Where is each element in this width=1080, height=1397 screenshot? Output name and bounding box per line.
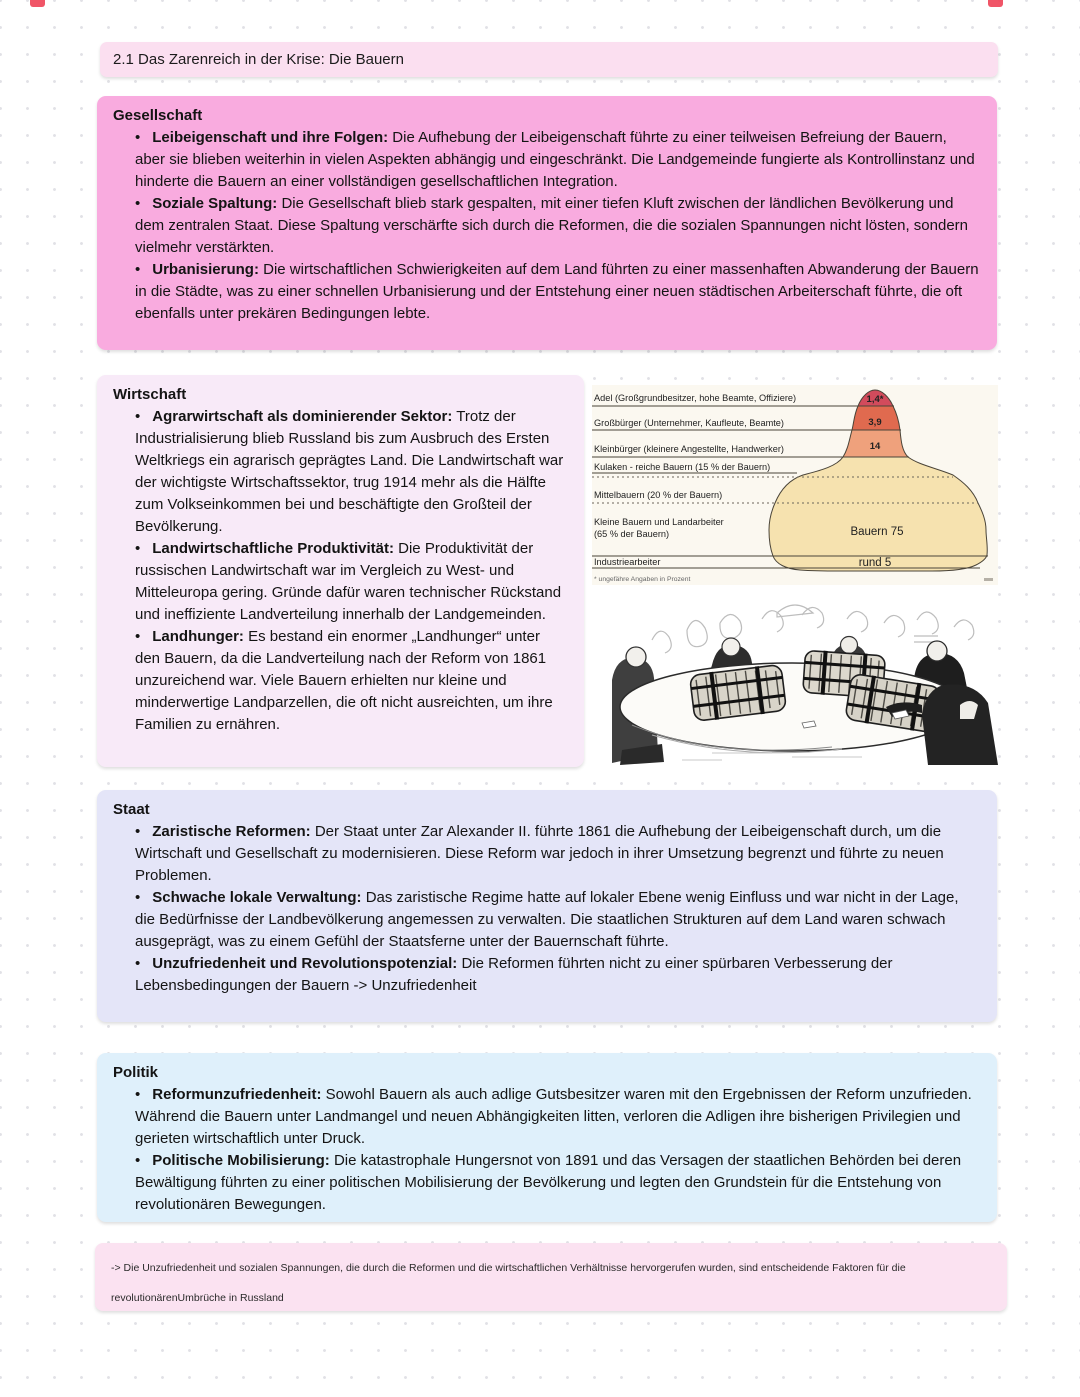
bullet-glyph: •	[135, 889, 141, 906]
bullet-label: Reformunzufriedenheit:	[152, 1086, 322, 1103]
section-staat[interactable]	[97, 790, 997, 1022]
section-wirtschaft[interactable]	[97, 375, 584, 767]
chart-row-label: Industriearbeiter	[594, 557, 661, 567]
bullet-text: Es bestand ein enormer „Landhunger“ unter den Bauern, da die Landverteilung nach der Reform von 1861 unzureichend war. Viele Bauern erhielten nur kleine und minderwertige Landparzellen, die oft nicht ausreichten, um ihre Familien zu ernähren.	[135, 628, 553, 733]
chart-footnote: * ungefähre Angaben in Prozent	[594, 576, 691, 583]
bullet-glyph: •	[135, 195, 141, 212]
chart-value: 3,9	[868, 417, 882, 428]
bullet-glyph: •	[135, 408, 141, 425]
bullet-text: Sowohl Bauern als auch adlige Gutsbesitzer waren mit den Ergebnissen der Reform unzufrieden. Während die Bauern unter Landmangel und neuen Abhängigkeiten litten, verloren die Adligen ihre bisherigen Privilegien und gerieten wirtschaftlich unter Druck.	[135, 1086, 972, 1147]
bullet-label: Landwirtschaftliche Produktivität:	[152, 540, 394, 557]
onion-segments	[752, 385, 998, 585]
bullet-item	[135, 259, 981, 325]
chart-row-label: Mittelbauern (20 % der Bauern)	[594, 490, 723, 500]
section-politik[interactable]	[97, 1053, 997, 1222]
page-mark-left	[30, 0, 45, 7]
bullet-label: Politische Mobilisierung:	[152, 1152, 330, 1169]
bullet-label: Schwache lokale Verwaltung:	[152, 889, 362, 906]
bullet-item	[135, 953, 981, 997]
bullet-list	[135, 1084, 981, 1216]
chart-row-label: (65 % der Bauern)	[594, 529, 670, 539]
section-heading: Staat	[113, 801, 150, 818]
bullet-item	[135, 1150, 981, 1216]
bullet-text: Das zaristische Regime hatte auf lokaler Ebene wenig Einfluss und war nicht in der Lage, die Bedürfnisse der Landbevölkerung angemessen zu verwalten. Die staatlichen Strukturen auf dem Land waren schwach ausgeprägt, was zu einem Gefühl der Staatsferne unter der Bauernschaft führte.	[135, 889, 959, 950]
bullet-item	[135, 538, 568, 626]
chart-row-label: Großbürger (Unternehmer, Kaufleute, Beamte)	[594, 418, 784, 428]
bullet-item	[135, 127, 981, 193]
engraving-sketch	[592, 585, 998, 765]
bullet-text: Die katastrophale Hungersnot von 1891 und das Versagen der staatlichen Behörden bei deren Bewältigung führten zu einer politischen Mobilisierung der Bevölkerung und legten den Grundstein für die Entstehung von revolutionären Bewegungen.	[135, 1152, 962, 1213]
chart-row-label: Adel (Großgrundbesitzer, hohe Beamte, Offiziere)	[594, 393, 797, 403]
bullet-text: Der Staat unter Zar Alexander II. führte 1861 die Aufhebung der Leibeigenschaft durch, um die Wirtschaft und Gesellschaft zu modernisieren. Diese Reform war jedoch in ihrer Umsetzung begrenzt und führte zu neuen Problemen.	[135, 823, 944, 884]
chart-value: Bauern 75	[850, 526, 904, 538]
chart-value: 1,4*	[866, 394, 884, 405]
bullet-glyph: •	[135, 955, 141, 972]
bullet-glyph: •	[135, 261, 141, 278]
bullet-glyph: •	[135, 823, 141, 840]
chart-row-label: Kleine Bauern und Landarbeiter	[594, 517, 724, 527]
conclusion-text: -> Die Unzufriedenheit und sozialen Spannungen, die durch die Reformen und die wirtschaftlichen Verhältnisse hervorgerufen wurden, sind entscheidende Faktoren für die revolutionärenUmbrüche in Russland	[111, 1262, 906, 1304]
bullet-glyph: •	[135, 1152, 141, 1169]
bullet-text: Trotz der Industrialisierung blieb Russland bis zum Ausbruch des Ersten Weltkriegs ein agrarisch geprägtes Land. Die Landwirtschaft war der wichtigste Wirtschaftssektor, trug 1914 mehr als die Hälfte zum Volkseinkommen bei und beschäftigte den Großteil der Bevölkerung.	[135, 408, 564, 535]
bullet-label: Landhunger:	[152, 628, 244, 645]
bullet-list	[135, 127, 981, 325]
credit-mark	[984, 578, 993, 581]
bullet-item	[135, 1084, 981, 1150]
bullet-glyph: •	[135, 129, 141, 146]
section-heading: Wirtschaft	[113, 386, 187, 403]
bullet-text: Die Produktivität der russischen Landwirtschaft war im Vergleich zu West- und Mitteleuropa gering. Gründe dafür waren technischer Rückstand und ineffiziente Landverteilung innerhalb der Landgemeinden.	[135, 540, 562, 623]
conclusion-card[interactable]	[95, 1243, 1007, 1311]
bullet-glyph: •	[135, 628, 141, 645]
section-heading: Gesellschaft	[113, 107, 203, 124]
engraving-illustration[interactable]	[592, 585, 998, 765]
page-mark-right	[988, 0, 1003, 7]
section-gesellschaft[interactable]	[97, 96, 997, 350]
chart-value: rund 5	[858, 557, 892, 569]
bullet-label: Unzufriedenheit und Revolutionspotenzial:	[152, 955, 458, 972]
bullet-text: Die wirtschaftlichen Schwierigkeiten auf dem Land führten zu einer massenhaften Abwanderung der Bauern in die Städte, was zu einer schnellen Urbanisierung und der Entstehung einer neuen städtischen Arbeiterschaft führte, die oft ebenfalls unter prekären Bedingungen lebte.	[135, 261, 979, 322]
bullet-label: Leibeigenschaft und ihre Folgen:	[152, 129, 389, 146]
bullet-text: Die Reformen führten nicht zu einer spürbaren Verbesserung der Lebensbedingungen der Bauern -> Unzufriedenheit	[135, 955, 893, 994]
chart-row-label: Kleinbürger (kleinere Angestellte, Handwerker)	[594, 444, 784, 454]
bullet-label: Agrarwirtschaft als dominierender Sektor:	[152, 408, 453, 425]
bullet-text: Die Aufhebung der Leibeigenschaft führte zu einer teilweisen Befreiung der Bauern, aber sie blieben weiterhin in vielen Aspekten abhängig und eingeschränkt. Die Landgemeinde fungierte als Kontrollinstanz und hinderte die Bauern an einer vollständigen gesellschaftlichen Integration.	[135, 129, 975, 190]
bullet-item	[135, 821, 981, 887]
chart-row-label: Kulaken - reiche Bauern (15 % der Bauern)	[594, 462, 771, 472]
bullet-list	[135, 406, 568, 736]
bullet-glyph: •	[135, 540, 141, 557]
bullet-text: Die Gesellschaft blieb stark gespalten, mit einer tiefen Kluft zwischen der ländlichen Bevölkerung und dem zentralen Staat. Diese Spaltung verschärfte sich durch die Reformen, die die sozialen Spannungen nicht lösten, sondern vielmehr verstärkten.	[135, 195, 968, 256]
chart-value: 14	[869, 441, 881, 452]
bullet-item	[135, 887, 981, 953]
title-card[interactable]	[100, 42, 998, 77]
bullet-glyph: •	[135, 1086, 141, 1103]
bullet-label: Zaristische Reformen:	[152, 823, 311, 840]
bullet-item	[135, 626, 568, 736]
social-structure-chart[interactable]	[592, 385, 998, 585]
bullet-item	[135, 193, 981, 259]
bullet-label: Soziale Spaltung:	[152, 195, 278, 212]
bullet-label: Urbanisierung:	[152, 261, 259, 278]
page-title: 2.1 Das Zarenreich in der Krise: Die Bauern	[113, 51, 404, 68]
section-heading: Politik	[113, 1064, 159, 1081]
onion-diagram	[592, 385, 998, 585]
bullet-list	[135, 821, 981, 997]
bullet-item	[135, 406, 568, 538]
